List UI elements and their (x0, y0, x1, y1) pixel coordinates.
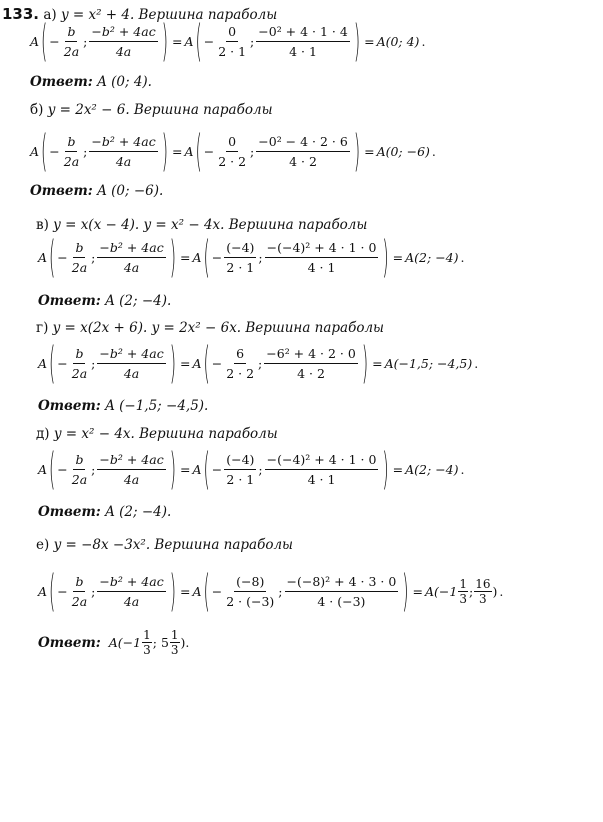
vertex-equation: A ( − $\frac{b}{2a}$ ; −b² + 4ac 4a ) = A ( − $\frac{(-4)}{2 \cdot 1}$ ; −(−4)² + 4 · 1 · 0 4 · 1 ) = A(2; −4) . (38, 230, 465, 282)
part-d-header (36, 320, 384, 336)
part-formula: y = x² + 4. Вершина параболы (60, 7, 278, 23)
answer-line: Ответ: A (−1,5; −4,5). (38, 398, 209, 414)
fraction: $\frac{b}{2a}$ (71, 240, 88, 275)
answer-value: A (0; −6). (97, 183, 164, 199)
result: A(2; −4) (405, 250, 459, 265)
right-paren: ) (382, 230, 389, 282)
part-label: б) (30, 102, 44, 118)
fraction: 1 3 (170, 628, 179, 657)
fraction: −0² − 4 · 2 · 6 4 · 2 (258, 134, 348, 169)
left-paren: ( (195, 14, 202, 66)
answer-value: A (−1,5; −4,5). (105, 398, 209, 414)
left-paren: ( (203, 442, 210, 494)
fraction: −(−4)² + 4 · 1 · 0 4 · 1 (266, 240, 377, 275)
result: A(−1 (425, 584, 458, 599)
answer-value: A (0; 4). (97, 74, 152, 90)
fraction: 1 3 (459, 577, 468, 606)
fraction: −b² + 4ac 4a (99, 240, 164, 275)
left-paren: ( (49, 336, 56, 388)
fraction: $\frac{b}{2a}$ (71, 346, 88, 381)
fraction: $\frac{6}{2 \cdot 2}$ (226, 346, 255, 381)
answer-line: Ответ: A (0; 4). (30, 74, 152, 90)
part-formula: y = −8x −3x². Вершина параболы (53, 537, 294, 553)
part-f-header (36, 537, 293, 553)
fraction: −0² + 4 · 1 · 4 4 · 1 (258, 24, 348, 59)
fraction: −(−4)² + 4 · 1 · 0 4 · 1 (266, 452, 377, 487)
result: A(−1,5; −4,5) (384, 356, 473, 371)
part-formula: y = x² − 4x. Вершина параболы (53, 426, 278, 442)
part-label: а) (43, 7, 57, 23)
part-formula: y = 2x² − 6. Вершина параболы (47, 102, 273, 118)
fraction: −(−8)² + 4 · 3 · 0 4 · (−3) (286, 574, 397, 609)
vertex-equation: A ( − $\frac{b}{2a}$ ; −b² + 4ac 4a ) = A ( − $\frac{0}{2 \cdot 2}$ ; −0² − 4 · 2 · 6 4 · 2 ) = A(0; −6) . (30, 124, 436, 176)
left-paren: ( (49, 230, 56, 282)
answer-line: Ответ: A (0; −6). (30, 183, 164, 199)
part-formula: y = x(2x + 6). y = 2x² − 6x. Вершина параболы (52, 320, 385, 336)
fraction: −6² + 4 · 2 · 0 4 · 2 (266, 346, 356, 381)
fraction: $\frac{0}{2 \cdot 2}$ (218, 134, 247, 169)
right-paren: ) (361, 336, 369, 388)
right-paren: ) (169, 336, 176, 388)
fraction: 16 3 (475, 577, 491, 606)
problem-number: 133. (2, 5, 40, 23)
vertex-equation: A ( − $\frac{b}{2a}$ ; −b² + 4ac 4a ) = A ( − $\frac{6}{2 \cdot 2}$ ; −6² + 4 · 2 · 0 4 · 2 ) = A(−1,5; −4,5) . (38, 336, 479, 388)
answer-value: A(−1 (108, 635, 142, 650)
fraction: $\frac{(-8)}{2 \cdot (-3)}$ (226, 574, 275, 609)
fraction: −b² + 4ac 4a (99, 452, 164, 487)
right-paren: ) (169, 564, 176, 616)
right-paren: ) (353, 14, 361, 66)
right-paren: ) (161, 14, 168, 66)
left-paren: ( (41, 14, 48, 66)
part-label: д) (36, 426, 50, 442)
part-c-header (36, 217, 367, 233)
left-paren: ( (203, 230, 210, 282)
left-paren: ( (49, 442, 56, 494)
answer-value: A (2; −4). (105, 504, 172, 520)
fraction: $\frac{0}{2 \cdot 1}$ (218, 24, 247, 59)
left-paren: ( (203, 564, 210, 616)
result: A(0; 4) (376, 34, 420, 49)
vertex-equation: A ( − $\frac{b}{2a}$ ; −b² + 4ac 4a ) = A ( − $\frac{(-8)}{2 \cdot (-3)}$ ; −(−8)² + 4 · 3 · 0 4 · (−3) ) = A(−1 1 3 ; 16 3 ) . (38, 564, 504, 616)
right-paren: ) (353, 124, 361, 176)
part-label: е) (36, 537, 50, 553)
fraction: −b² + 4ac 4a (91, 24, 156, 59)
fraction: $\frac{b}{2a}$ (63, 134, 80, 169)
left-paren: ( (41, 124, 48, 176)
part-formula: y = x(x − 4). y = x² − 4x. Вершина параболы (53, 217, 368, 233)
fraction: $\frac{(-4)}{2 \cdot 1}$ (226, 240, 255, 275)
vertex-equation: A ( − $\frac{b}{2a}$ ; −b² + 4ac 4a ) = A ( − $\frac{(-4)}{2 \cdot 1}$ ; −(−4)² + 4 · 1 · 0 4 · 1 ) = A(2; −4) . (38, 442, 465, 494)
answer-value: A (2; −4). (105, 293, 172, 309)
right-paren: ) (161, 124, 168, 176)
fraction: $\frac{(-4)}{2 \cdot 1}$ (226, 452, 255, 487)
left-paren: ( (49, 564, 56, 616)
vertex-equation: A ( − $\frac{b}{2a}$ ; −b² + 4ac 4a ) = A ( − $\frac{0}{2 \cdot 1}$ ; −0² + 4 · 1 · 4 4 · 1 ) = A(0; 4) . (30, 14, 426, 66)
result: A(2; −4) (405, 462, 459, 477)
left-paren: ( (203, 336, 210, 388)
fraction: $\frac{b}{2a}$ (71, 452, 88, 487)
fraction: −b² + 4ac 4a (99, 346, 164, 381)
answer-line: Ответ: A(−1 1 3 ; 5 1 3 ). (38, 628, 190, 657)
answer-line: Ответ: A (2; −4). (38, 504, 172, 520)
part-label: г) (36, 320, 49, 336)
fraction: $\frac{b}{2a}$ (71, 574, 88, 609)
right-paren: ) (169, 230, 176, 282)
result: A(0; −6) (376, 144, 430, 159)
fraction: −b² + 4ac 4a (99, 574, 164, 609)
part-b-header (30, 102, 273, 118)
fraction: −b² + 4ac 4a (91, 134, 156, 169)
part-label: в) (36, 217, 49, 233)
fraction: $\frac{b}{2a}$ (63, 24, 80, 59)
answer-line: Ответ: A (2; −4). (38, 293, 172, 309)
right-paren: ) (382, 442, 389, 494)
part-e-header (36, 426, 278, 442)
right-paren: ) (402, 564, 409, 616)
left-paren: ( (195, 124, 202, 176)
fraction: 1 3 (143, 628, 151, 657)
right-paren: ) (169, 442, 176, 494)
